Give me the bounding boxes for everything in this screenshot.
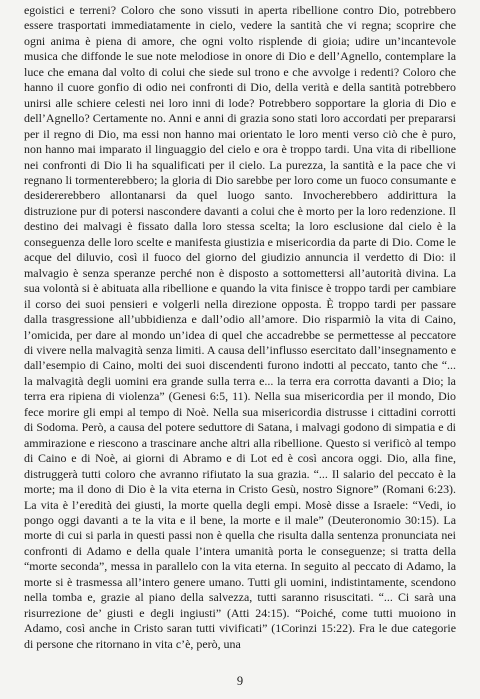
body-paragraph: egoistici e terreni? Coloro che sono vissuti in aperta ribellione contro Dio, potrebbero essere trasportati immediatamente in cielo, vedere la santità che vi regna; scoprire che ogni anima è piena di amore, che ogni volto risplende di gioia; udire un’incantevole musica che diffonde le sue note melodiose in onore di Dio e dell’Agnello, contemplare la luce che emana dal volto di colui che siede sul trono e che avvolge i redenti? Coloro che hanno il cuore gonfio di odio nei confronti di Dio, della verità e della santità potrebbero unirsi alle schiere celesti nei loro inni di lode? Potrebbero sopportare la gloria di Dio e dell’Agnello? Certamente no. Anni e anni di grazia sono stati loro accordati per prepararsi per il regno di Dio, ma essi non hanno mai orientato le loro menti verso ciò che è puro, non hanno mai imparato il linguaggio del cielo e ora è troppo tardi. Una vita di ribellione nei confronti di Dio li ha squalificati per il cielo. La purezza, la santità e la pace che vi regnano li tormenterebbero; la gloria di Dio sarebbe per loro come un fuoco consumante e desidererebbero allontanarsi da quel luogo santo. Invocherebbero addirittura la distruzione pur di potersi nascondere davanti a colui che è morto per la loro redenzione. Il destino dei malvagi è fissato dalla loro stessa scelta; la loro esclusione dal cielo è la conseguenza delle loro scelte e manifesta giustizia e misericordia da parte di Dio. Come le acque del diluvio, così il fuoco del giorno del giudizio annuncia il verdetto di Dio: il malvagio è senza speranze perché non è disposto a sottomettersi all’autorità divina. La sua volontà si è abituata alla ribellione e quando la vita finisce è troppo tardi per cambiare il corso dei suoi pensieri e volgerli nella direzione opposta. È troppo tardi per passare dalla trasgressione all’ubbidienza e dall’odio all’amore. Dio risparmiò la vita di Caino, l’omicida, per dare al mondo un’idea di quel che accadrebbe se permettesse al peccatore di vivere nella malvagità senza limiti. A causa dell’influsso esercitato dall’insegnamento e dall’esempio di Caino, molti dei suoi discendenti furono indotti al peccato, tanto che “... la malvagità degli uomini era grande sulla terra e... la terra era corrotta davanti a Dio; la terra era ripiena di violenza” (Genesi 6:5, 11). Nella sua misericordia per il mondo, Dio fece morire gli empi al tempo di Noè. Nella sua misericordia distrusse i cittadini corrotti di Sodoma. Però, a causa del potere seduttore di Satana, i malvagi godono di simpatia e di ammirazione e riescono a trascinare anche altri alla ribellione. Questo si verificò al tempo di Caino e di Noè, ai giorni di Abramo e di Lot ed è così ancora oggi. Dio, alla fine, distruggerà tutti coloro che avranno rifiutato la sua grazia. “... Il salario del peccato è la morte; ma il dono di Dio è la vita eterna in Cristo Gesù, nostro Signore” (Romani 6:23). La vita è l’eredità dei giusti, la morte quella degli empi. Mosè disse a Israele: “Vedi, io pongo oggi davanti a te la vita e il bene, la morte e il male” (Deuteronomio 30:15). La morte di cui si parla in questi passi non è quella che risulta dalla sentenza pronunciata nei confronti di Adamo e della quale l’intera umanità porta le conseguenze; si tratta della “morte seconda”, messa in parallelo con la vita eterna. In seguito al peccato di Adamo, la morte si è trasmessa all’intero genere umano. Tutti gli uomini, indistintamente, scendono nella tomba e, grazie al piano della salvezza, tutti saranno risuscitati. “... Ci sarà una risurrezione de’ giusti e degli ingiusti” (Atti 24:15). “Poiché, come tutti muoiono in Adamo, così anche in Cristo saran tutti vivificati” (1Corinzi 15:22). Fra le due categorie di persone che ritornano in vita c’è, però, una [24,3,456,651]
page-number: 9 [236,674,244,688]
